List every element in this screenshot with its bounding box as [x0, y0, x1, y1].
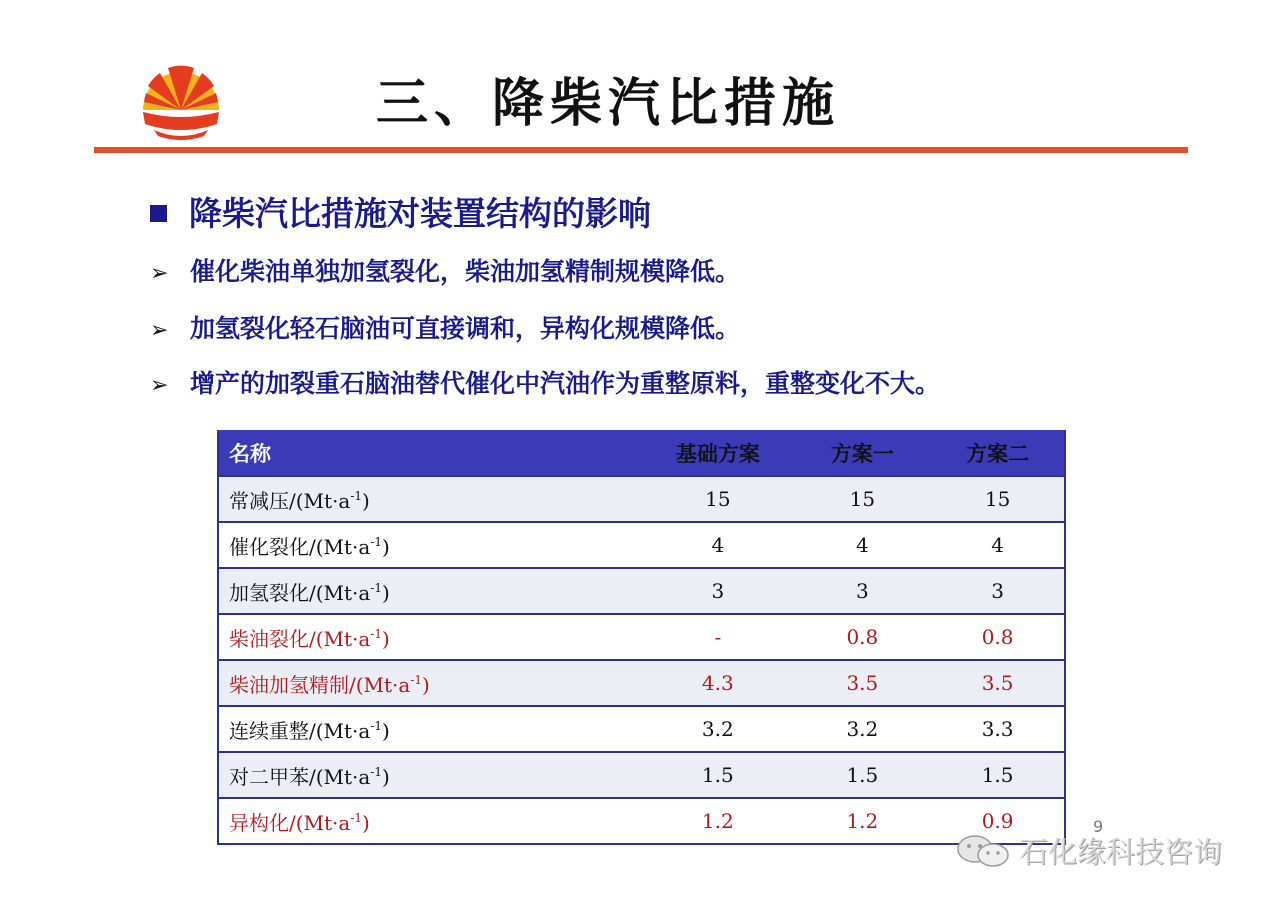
base-cell: 3.2 — [642, 706, 793, 752]
unit-superscript: -1 — [370, 534, 383, 549]
bullet-text: 增产的加裂重石脑油替代催化中汽油作为重整原料，重整变化不大。 — [190, 369, 941, 398]
base-cell: 1.2 — [642, 798, 793, 844]
unit-tail: ) — [382, 764, 390, 789]
row-name: 对二甲苯/(Mt·a — [229, 764, 371, 789]
plan2-cell: 3 — [931, 568, 1065, 614]
row-name: 催化裂化/(Mt·a — [229, 534, 371, 559]
plan2-cell: 3.3 — [931, 706, 1065, 752]
plan2-cell: 0.9 — [931, 798, 1065, 844]
plan1-cell: 3.2 — [794, 706, 932, 752]
row-name: 常减压/(Mt·a — [229, 488, 351, 513]
column-header: 名称 — [218, 430, 642, 476]
unit-superscript: -1 — [350, 810, 363, 825]
plan1-cell: 3.5 — [794, 660, 932, 706]
base-cell: 1.5 — [642, 752, 793, 798]
base-cell: 15 — [642, 476, 793, 522]
square-bullet-icon — [150, 205, 167, 222]
unit-tail: ) — [362, 488, 370, 513]
table-row-highlighted — [218, 798, 1065, 844]
wechat-icon — [955, 834, 1013, 868]
row-name-cell — [218, 476, 642, 522]
row-name: 柴油裂化/(Mt·a — [229, 626, 371, 651]
table-row — [218, 706, 1065, 752]
unit-superscript: -1 — [370, 718, 383, 733]
watermark-text: 石化缘科技咨询 — [1019, 835, 1223, 869]
row-name-cell — [218, 752, 642, 798]
plan1-cell: 1.5 — [794, 752, 932, 798]
plan1-cell: 3 — [794, 568, 932, 614]
table-row — [218, 522, 1065, 568]
row-name-cell — [218, 522, 642, 568]
arrow-bullet-icon: ➢ — [150, 261, 169, 286]
unit-superscript: -1 — [350, 488, 363, 503]
page-number: 9 — [1093, 817, 1104, 836]
plan1-cell: 15 — [794, 476, 932, 522]
plan2-cell: 1.5 — [931, 752, 1065, 798]
unit-tail: ) — [382, 534, 390, 559]
row-name-cell — [218, 568, 642, 614]
bullet-text: 催化柴油单独加氢裂化，柴油加氢精制规模降低。 — [190, 257, 741, 286]
table-row-highlighted — [218, 660, 1065, 706]
comparison-table — [217, 430, 1066, 845]
row-name-cell — [218, 798, 642, 844]
unit-superscript: -1 — [410, 672, 423, 687]
base-cell: 4 — [642, 522, 793, 568]
table-row — [218, 476, 1065, 522]
unit-superscript: -1 — [370, 580, 383, 595]
base-cell: - — [642, 614, 793, 660]
bullet-item — [150, 256, 740, 290]
bullet-item — [150, 368, 940, 402]
unit-tail: ) — [362, 810, 370, 835]
row-name-cell — [218, 660, 642, 706]
bullet-item — [150, 313, 740, 347]
unit-tail: ) — [382, 580, 390, 605]
row-name-cell — [218, 614, 642, 660]
row-name: 连续重整/(Mt·a — [229, 718, 371, 743]
bullet-text: 加氢裂化轻石脑油可直接调和，异构化规模降低。 — [190, 314, 741, 343]
watermark — [955, 830, 1222, 871]
plan2-cell: 3.5 — [931, 660, 1065, 706]
arrow-bullet-icon: ➢ — [150, 318, 169, 343]
base-cell: 3 — [642, 568, 793, 614]
table-row — [218, 568, 1065, 614]
arrow-bullet-icon: ➢ — [150, 373, 169, 398]
unit-superscript: -1 — [370, 764, 383, 779]
plan2-cell: 4 — [931, 522, 1065, 568]
plan1-cell: 1.2 — [794, 798, 932, 844]
petrochina-logo — [140, 60, 222, 140]
plan1-cell: 0.8 — [794, 614, 932, 660]
unit-tail: ) — [382, 718, 390, 743]
section-heading — [150, 193, 651, 235]
page-title: 三、降柴汽比措施 — [376, 73, 841, 134]
plan2-cell: 15 — [931, 476, 1065, 522]
row-name: 柴油加氢精制/(Mt·a — [229, 672, 411, 697]
base-cell: 4.3 — [642, 660, 793, 706]
plan1-cell: 4 — [794, 522, 932, 568]
unit-superscript: -1 — [370, 626, 383, 641]
title-divider — [94, 147, 1188, 153]
row-name: 加氢裂化/(Mt·a — [229, 580, 371, 605]
section-heading-text: 降柴汽比措施对装置结构的影响 — [189, 194, 651, 233]
table-row — [218, 752, 1065, 798]
table-header-row — [218, 430, 1065, 476]
plan2-cell: 0.8 — [931, 614, 1065, 660]
table-row-highlighted — [218, 614, 1065, 660]
unit-tail: ) — [422, 672, 430, 697]
column-header: 方案二 — [931, 430, 1065, 476]
unit-tail: ) — [382, 626, 390, 651]
row-name: 异构化/(Mt·a — [229, 810, 351, 835]
column-header: 基础方案 — [642, 430, 793, 476]
row-name-cell — [218, 706, 642, 752]
column-header: 方案一 — [794, 430, 932, 476]
